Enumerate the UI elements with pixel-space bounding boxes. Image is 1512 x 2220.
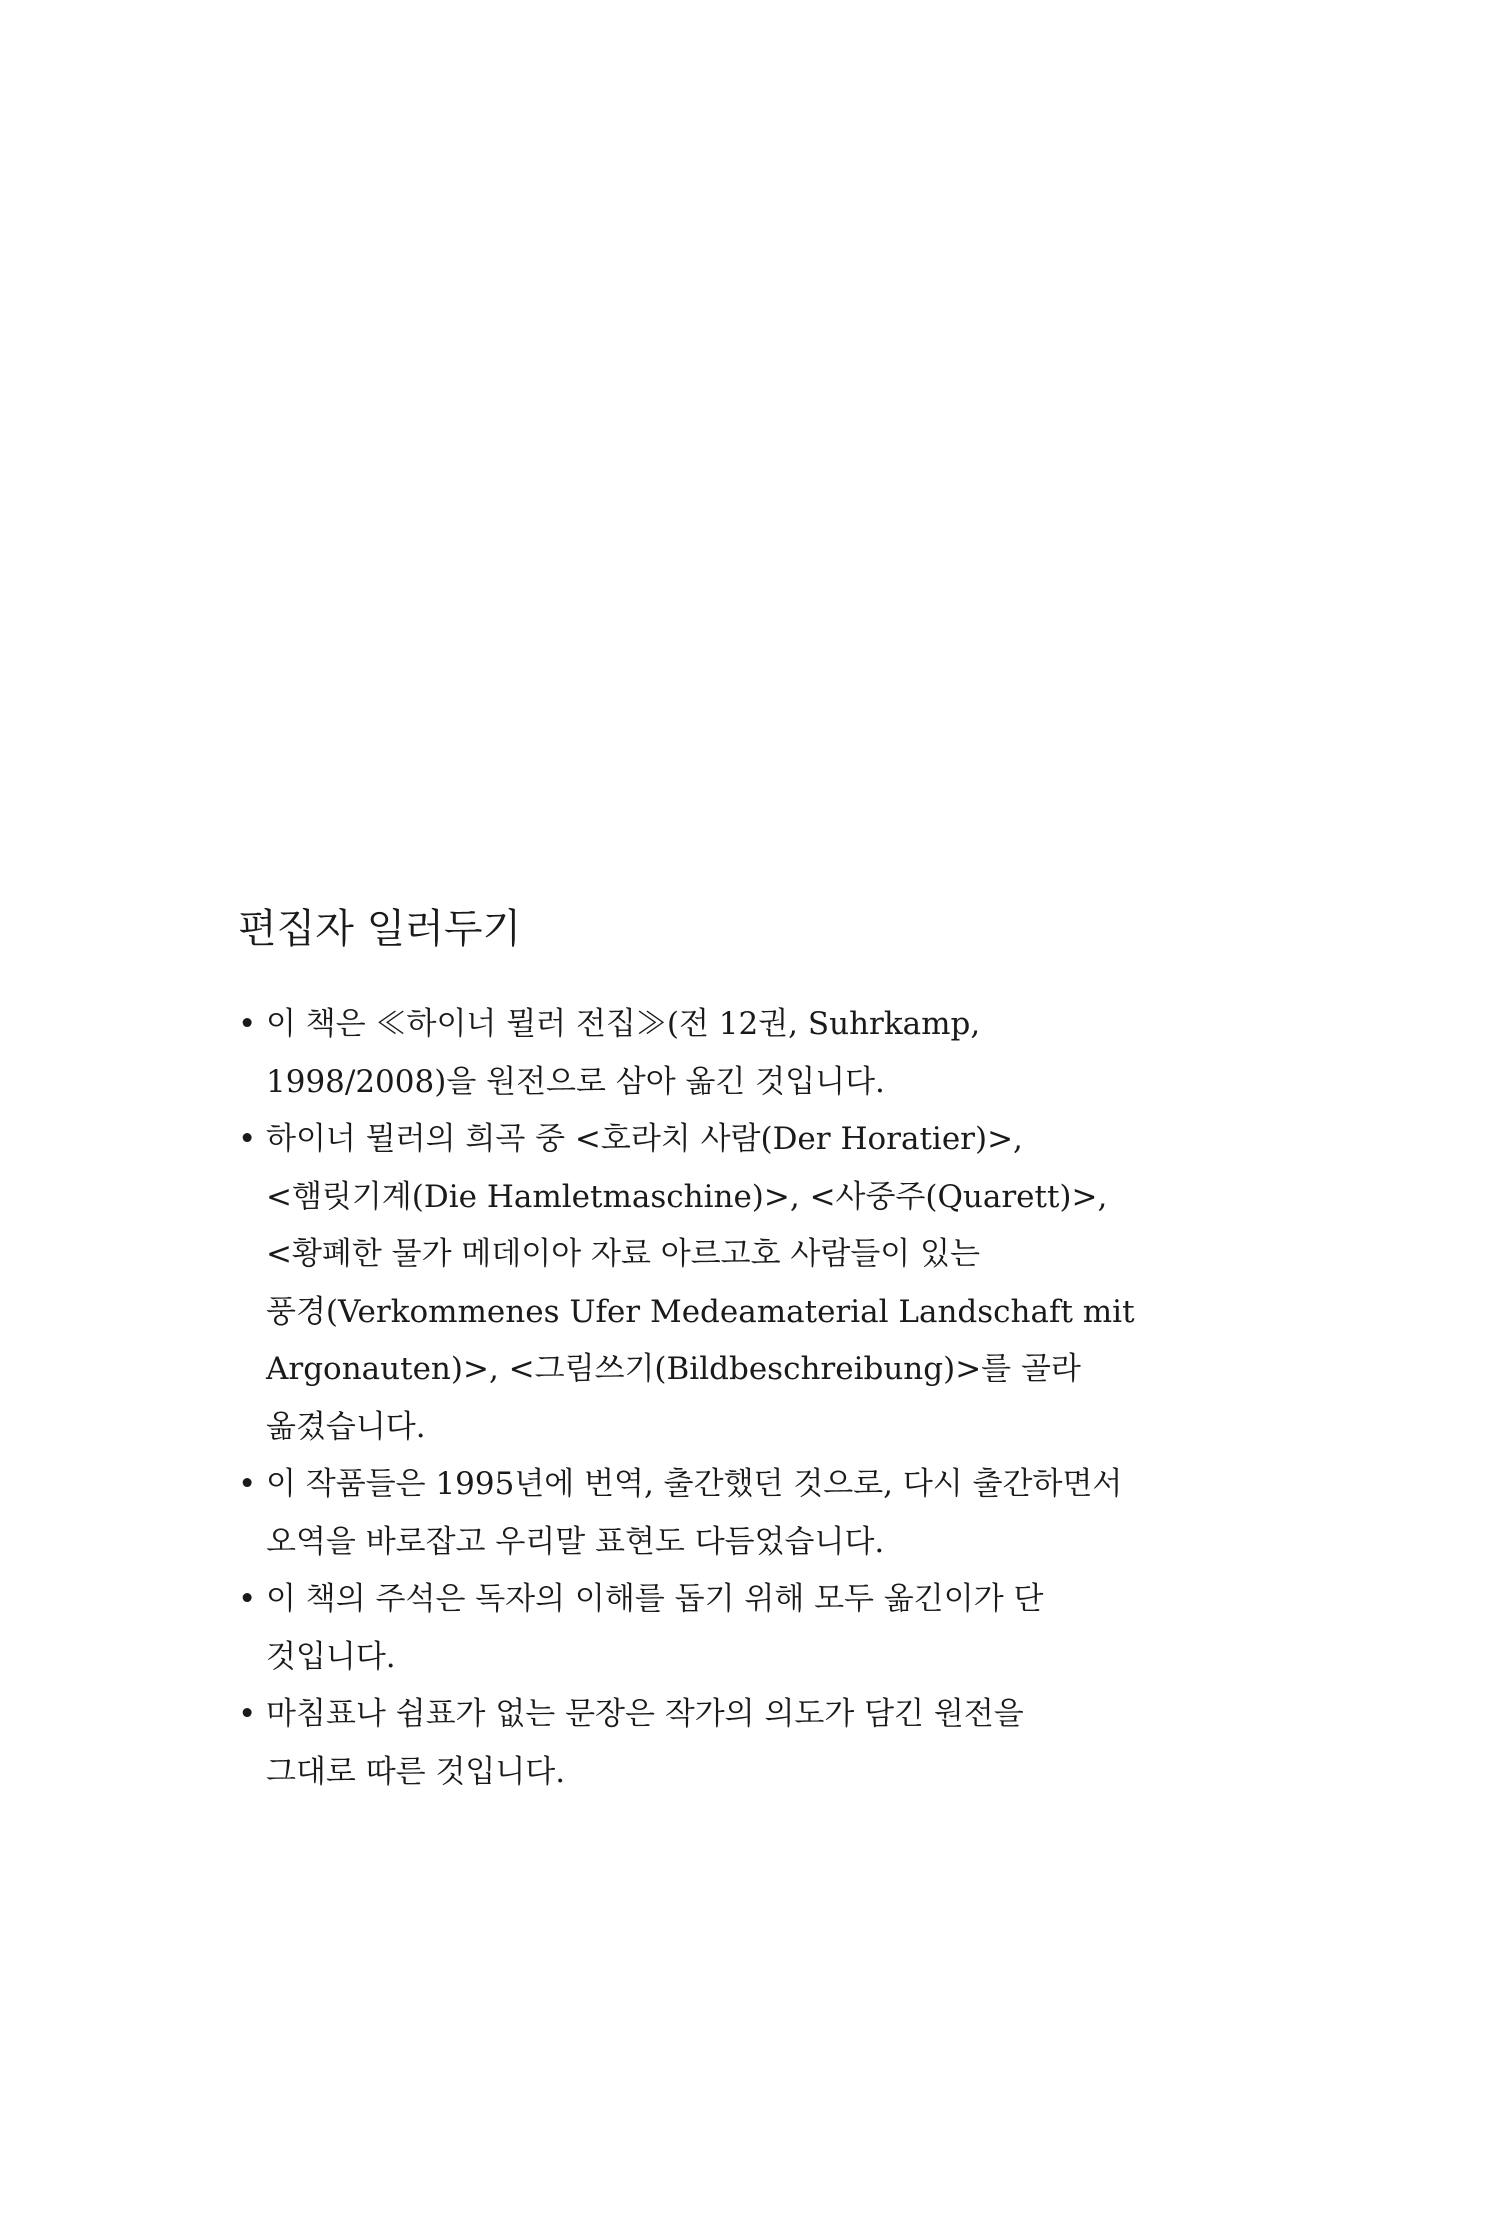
note-line: 오역을 바로잡고 우리말 표현도 다듬었습니다. <box>266 1523 885 1560</box>
note-line: <햄릿기계(Die Hamletmaschine)>, <사중주(Quarett)>, <box>266 1178 1108 1215</box>
note-line: 그대로 따른 것입니다. <box>266 1753 566 1790</box>
note-item-5 <box>238 1686 1288 1801</box>
bullet-icon: • <box>238 1121 257 1157</box>
note-text <box>266 1456 1288 1571</box>
note-list <box>238 996 1288 1801</box>
note-item-3 <box>238 1456 1288 1571</box>
note-line: 풍경(Verkommenes Ufer Medeamaterial Landschaft mit <box>266 1293 1135 1330</box>
note-line: 하이너 뮐러의 희곡 중 <호라치 사람(Der Horatier)>, <box>266 1121 1023 1157</box>
note-line: 1998/2008)을 원전으로 삼아 옮긴 것입니다. <box>266 1063 885 1100</box>
note-item-1 <box>238 996 1288 1111</box>
note-line: 이 책은 ≪하이너 뮐러 전집≫(전 12권, Suhrkamp, <box>266 1006 981 1042</box>
note-line: 이 책의 주석은 독자의 이해를 돕기 위해 모두 옮긴이가 단 <box>266 1581 1044 1617</box>
note-line: Argonauten)>, <그림쓰기(Bildbeschreibung)>를 골라 <box>266 1351 1081 1387</box>
section-title: 편집자 일러두기 <box>238 906 522 952</box>
note-text <box>266 1686 1288 1801</box>
bullet-icon: • <box>238 1696 257 1732</box>
note-line: <황폐한 물가 메데이아 자료 아르고호 사람들이 있는 <box>266 1236 980 1272</box>
note-text <box>266 996 1288 1111</box>
note-line: 이 작품들은 1995년에 번역, 출간했던 것으로, 다시 출간하면서 <box>266 1466 1123 1502</box>
note-line: 옮겼습니다. <box>266 1408 426 1445</box>
note-item-4 <box>238 1571 1288 1686</box>
note-text <box>266 1111 1288 1456</box>
note-item-2 <box>238 1111 1288 1456</box>
note-line: 것입니다. <box>266 1638 396 1675</box>
bullet-icon: • <box>238 1466 257 1502</box>
bullet-icon: • <box>238 1581 257 1617</box>
note-text <box>266 1571 1288 1686</box>
editor-notes <box>238 895 1288 1801</box>
note-line: 마침표나 쉼표가 없는 문장은 작가의 의도가 담긴 원전을 <box>266 1696 1024 1732</box>
bullet-icon: • <box>238 1006 257 1042</box>
